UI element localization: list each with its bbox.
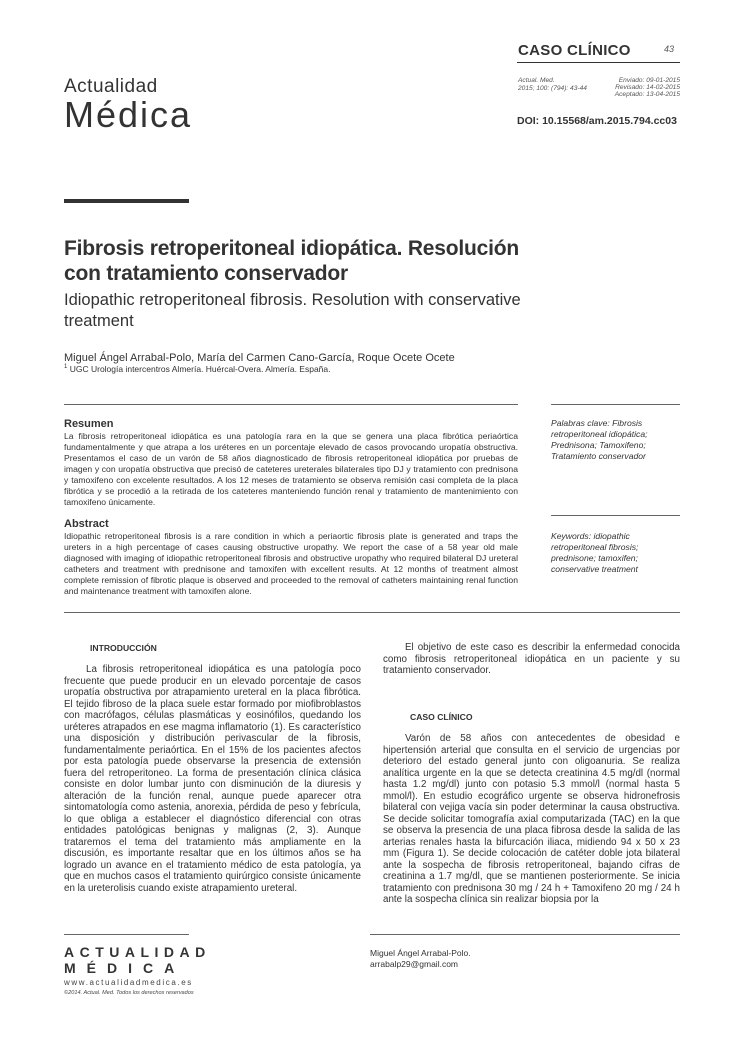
page-number: 43 xyxy=(664,44,675,54)
objective-text: El objetivo de este caso es describir la enfermedad conocida como fibrosis retroperitoneal idiopática en un paciente y su tratamiento conservador. xyxy=(383,642,680,676)
article-title-es: Fibrosis retroperitoneal idiopática. Resolución con tratamiento conservador xyxy=(64,237,520,285)
article-authors: Miguel Ángel Arrabal-Polo, María del Carmen Cano-García, Roque Ocete Ocete xyxy=(64,352,455,364)
date-accepted: Aceptado: 13-04-2015 xyxy=(614,91,680,98)
footer-left-rule xyxy=(64,934,189,935)
section-label: CASO CLÍNICO xyxy=(518,42,631,59)
journal-volume: 2015; 100: (794): 43-44 xyxy=(518,85,587,92)
resumen-heading: Resumen xyxy=(64,418,114,430)
article-title-en: Idiopathic retroperitoneal fibrosis. Resolution with conservative treatment xyxy=(64,291,521,330)
journal-logo-small-text: Actualidad xyxy=(64,76,158,97)
footer-logo-line2: MÉDICA xyxy=(64,960,186,976)
intro-heading: INTRODUCCIÓN xyxy=(90,643,157,653)
journal-logo-large-text: Médica xyxy=(64,94,193,135)
article-dates xyxy=(590,77,680,98)
date-revised: Revisado: 14-02-2015 xyxy=(615,84,680,91)
keywords-en: Keywords: idiopathic retroperitoneal fibrosis; prednisone; tamoxifen; conservative treatment xyxy=(551,531,639,574)
journal-name: Actual. Med. xyxy=(518,77,555,84)
footer-right-rule xyxy=(370,934,680,935)
affiliation-text: UGC Urología intercentros Almería. Huércal-Overa. Almería. España. xyxy=(69,364,331,374)
footer-website-link[interactable]: www.actualidadmedica.es xyxy=(64,978,193,987)
footer-logo-line1: ACTUALIDAD xyxy=(64,944,211,960)
resumen-text: La fibrosis retroperitoneal idiopática es una patología rara en la que se genera una placa fibrótica periaórtica fundamentalmente y que atrapa a los uréteres en un porcentaje elevado de casos provocando uropatía obstructiva. Presentamos el caso de un varón de 58 años diagnosticado de fibrosis retroperitoneal idiopática por pruebas de imagen y con uropatía obstructiva que precisó de cateteres ureterales bilaterales tipo DJ y tratamiento con prednisona y tamoxifeno con excelente resultados. A los 12 meses de tratamiento se observa remisión casi completa de la placa fibrótica y se procedió a la retirada de los cateteres manteniendo función renal y tratamiento de mantenimiento con tamoxifeno únicamente. xyxy=(64,431,518,507)
resumen-top-rule xyxy=(64,404,518,405)
doi-link[interactable]: DOI: 10.15568/am.2015.794.cc03 xyxy=(517,115,677,127)
author-affiliation xyxy=(64,364,331,374)
correspondence xyxy=(370,948,471,970)
correspondence-name: Miguel Ángel Arrabal-Polo. xyxy=(370,948,471,958)
case-paragraph xyxy=(383,733,680,906)
abstract-bottom-rule xyxy=(64,612,680,613)
footer-copyright: ©2014. Actual. Med. Todos los derechos reservados xyxy=(64,990,194,996)
correspondence-email[interactable]: arrabalp29@gmail.com xyxy=(370,959,459,969)
journal-citation xyxy=(518,77,587,93)
intro-paragraph xyxy=(64,664,361,894)
abstract-text: Idiopathic retroperitoneal fibrosis is a rare condition in which a periaortic fibrosis plate is generated and traps the ureters in a high percentage of cases causing obstructive uropathy. We report the case of a 58 year old male diagnosed with imaging of idiopathic retroperitoneal fibrosis and obstructive uropathy who required bilateral DJ ureteral catheters and treatment with prednisone and tamoxifen with excellent results. At 12 months of treatment almost complete remission of fibrotic plaque is observed and proceeded to the removal of catheters maintaining renal function and maintenance treatment with tamoxifen alone. xyxy=(64,531,518,596)
title-divider xyxy=(64,199,189,203)
abstract-heading: Abstract xyxy=(64,518,109,530)
objective-paragraph xyxy=(383,642,680,677)
date-received: Enviado: 09-01-2015 xyxy=(618,77,680,84)
case-text: Varón de 58 años con antecedentes de obesidad e hipertensión arterial que consulta en el servicio de urgencias por deterioro del estado general junto con oligoanuria. Se realiza analítica urgente en la que se detecta creatinina 4.5 mg/dl (normal hasta 1.2 mg/dl) junto con potasio 5.3 mmol/l (normal hasta 5 mmol/l). En estudio ecográfico urgente se observa hidronefrosis bilateral con vejiga vacía sin poder determinar la causa obstructiva. Se decide solicitar tomografía axial computarizada (TAC) en la que se observa la presencia de una placa fibrosa desde la salida de las arterias renales hasta la bifurcación iliaca, midiendo 94 x 50 x 23 mm (Figura 1). Se decide colocación de catéter doble jota bilateral ante la sospecha de fibrosis retroperitoneal, bajando cifras de creatinina a 1.7 mg/dl, que se mantienen posteriormente. Se inicia tratamiento con prednisona 30 mg / 24 h + Tamoxifeno 20 mg / 24 h ante la sospecha clínica sin realizar biopsia por la xyxy=(383,733,680,905)
intro-text: La fibrosis retroperitoneal idiopática es una patología poco frecuente que puede producir en un elevado porcentaje de casos uropatía obstructiva por atrapamiento ureteral en la placa fibrótica. El tejido fibroso de la placa suele estar formado por miofibroblastos con macrófagos, células plasmáticas y eosinófilos, quedando los uréteres atrapados en ese magma inflamatorio (1). Es característico una disposición y distribución perivascular de la fibrosis, fundamentalmente periaórtica. En el 15% de los pacientes afectos por esta patología puede observarse la presencia de extensión fuera del retroperitoneo. La forma de presentación clínica clásica consiste en dolor lumbar junto con disminución de la diuresis y alteración de la función renal, aunque puede aparecer otra sintomatología como astenia, anorexia, pérdida de peso y febrícula, lo que obliga a establecer el diagnóstico diferencial con otras entidades patológicas benignas y malignas (2, 3). Aunque trataremos el tema del tratamiento más ampliamente en la discusión, es importante resaltar que en los últimos años se ha logrado un avance en el tratamiento médico de esta patología, ya que en muchos casos el tratamiento quirúrgico consiste únicamente en la ureterolisis cuando existe atrapamiento ureteral. xyxy=(64,664,361,894)
affiliation-marker: 1 xyxy=(64,364,68,371)
keywords-es-top-rule xyxy=(551,404,680,405)
section-underline xyxy=(517,62,680,63)
case-heading: CASO CLÍNICO xyxy=(410,712,473,722)
keywords-es: Palabras clave: Fibrosis retroperitoneal idiopática; Prednisona; Tamoxifeno; Tratamiento conservador xyxy=(551,418,648,461)
keywords-en-top-rule xyxy=(551,515,680,516)
